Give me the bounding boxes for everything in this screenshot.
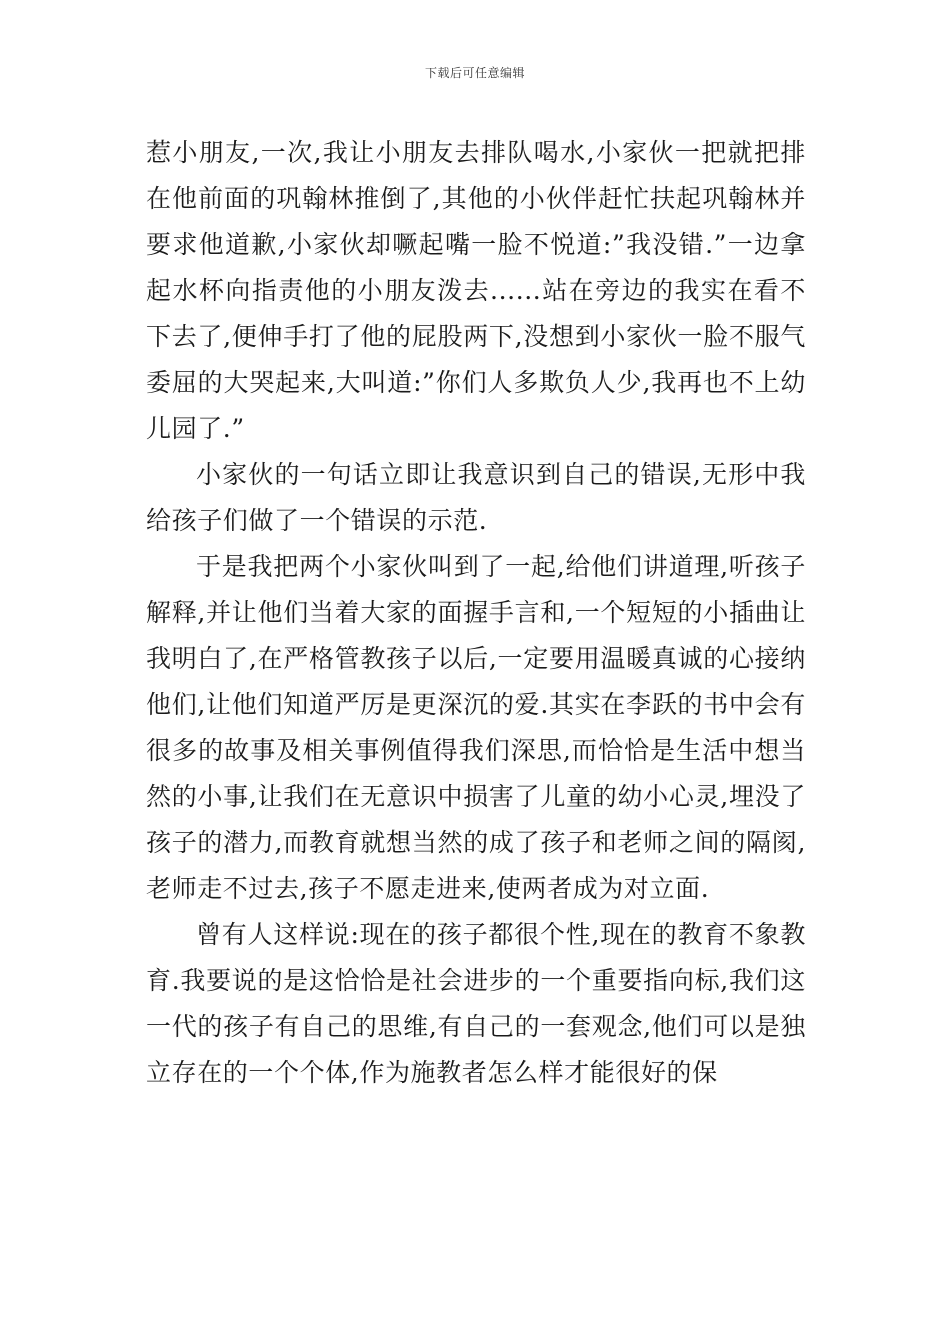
paragraph-4: 曾有人这样说:现在的孩子都很个性,现在的教育不象教育.我要说的是这恰恰是社会进步的一个重要指向标,我们这一代的孩子有自己的思维,有自己的一套观念,他们可以是独立存在的一个个体,作为施教者怎么样才能很好的保 <box>146 920 806 1087</box>
paragraph-3: 于是我把两个小家伙叫到了一起,给他们讲道理,听孩子解释,并让他们当着大家的面握手言和,一个短短的小插曲让我明白了,在严格管教孩子以后,一定要用温暖真诚的心接纳他们,让他们知道严厉是更深沉的爱.其实在李跃的书中会有很多的故事及相关事例值得我们深思,而恰恰是生活中想当然的小事,让我们在无意识中损害了儿童的幼小心灵,埋没了孩子的潜力,而教育就想当然的成了孩子和老师之间的隔阂,老师走不过去,孩子不愿走进来,使两者成为对立面. <box>146 552 806 903</box>
document-body <box>146 130 806 1096</box>
paragraph-2: 小家伙的一句话立即让我意识到自己的错误,无形中我给孩子们做了一个错误的示范. <box>146 460 806 535</box>
paragraph-1: 惹小朋友,一次,我让小朋友去排队喝水,小家伙一把就把排在他前面的巩翰林推倒了,其他的小伙伴赶忙扶起巩翰林并要求他道歉,小家伙却噘起嘴一脸不悦道:”我没错.”一边拿起水杯向指责他的小朋友泼去......站在旁边的我实在看不下去了,便伸手打了他的屁股两下,没想到小家伙一脸不服气委屈的大哭起来,大叫道:”你们人多欺负人少,我再也不上幼儿园了.” <box>146 138 806 443</box>
page-header: 下载后可任意编辑 <box>424 66 525 80</box>
